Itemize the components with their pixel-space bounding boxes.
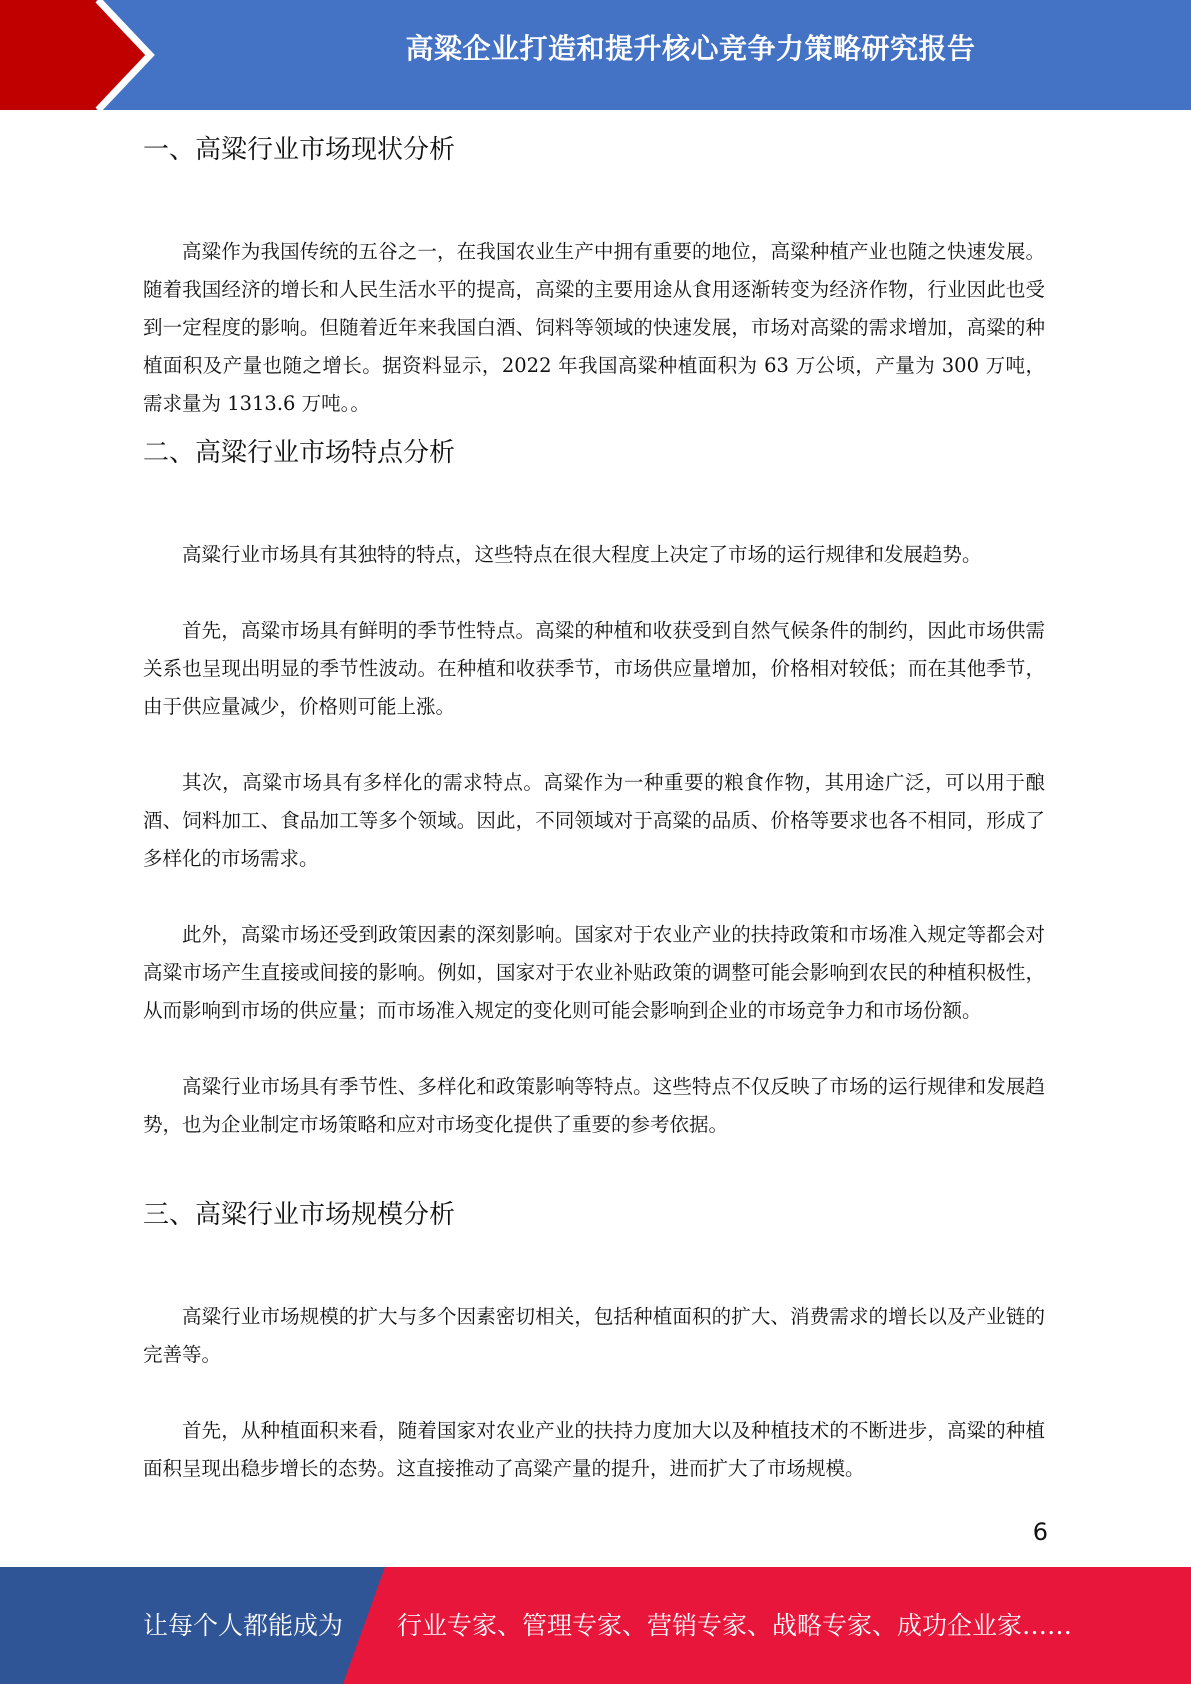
paragraph: 高粱行业市场具有季节性、多样化和政策影响等特点。这些特点不仅反映了市场的运行规律和发展趋势，也为企业制定市场策略和应对市场变化提供了重要的参考依据。: [143, 1075, 1045, 1136]
main-content: [143, 120, 1045, 1488]
section-heading-3: 三、高粱行业市场规模分析: [143, 1200, 456, 1230]
document-title: 高粱企业打造和提升核心竞争力策略研究报告: [405, 32, 976, 65]
section-heading-2: 二、高粱行业市场特点分析: [143, 438, 456, 468]
paragraph: 首先，高粱市场具有鲜明的季节性特点。高粱的种植和收获受到自然气候条件的制约，因此市场供需关系也呈现出明显的季节性波动。在种植和收获季节，市场供应量增加，价格相对较低；而在其他季节，由于供应量减少，价格则可能上涨。: [143, 619, 1045, 718]
paragraph: 高粱行业市场规模的扩大与多个因素密切相关，包括种植面积的扩大、消费需求的增长以及产业链的完善等。: [143, 1305, 1045, 1366]
footer-slogan-right: 行业专家、管理专家、营销专家、战略专家、成功企业家……: [397, 1611, 1073, 1640]
footer-slogan-left: 让每个人都能成为: [143, 1611, 344, 1640]
header-banner: [0, 0, 1191, 112]
page-number: 6: [1032, 1518, 1048, 1546]
paragraph: 其次，高粱市场具有多样化的需求特点。高粱作为一种重要的粮食作物，其用途广泛，可以用于酿酒、饲料加工、食品加工等多个领域。因此，不同领域对于高粱的品质、价格等要求也各不相同，形成了多样化的市场需求。: [143, 771, 1045, 870]
section-heading-1: 一、高粱行业市场现状分析: [143, 135, 456, 165]
paragraph: 此外，高粱市场还受到政策因素的深刻影响。国家对于农业产业的扶持政策和市场准入规定等都会对高粱市场产生直接或间接的影响。例如，国家对于农业补贴政策的调整可能会影响到农民的种植积极性，从而影响到市场的供应量；而市场准入规定的变化则可能会影响到企业的市场竞争力和市场份额。: [143, 923, 1045, 1022]
footer-banner: [0, 1567, 1191, 1684]
paragraph: 首先，从种植面积来看，随着国家对农业产业的扶持力度加大以及种植技术的不断进步，高粱的种植面积呈现出稳步增长的态势。这直接推动了高粱产量的提升，进而扩大了市场规模。: [143, 1419, 1045, 1480]
paragraph: 高粱行业市场具有其独特的特点，这些特点在很大程度上决定了市场的运行规律和发展趋势。: [182, 543, 982, 566]
paragraph: 高粱作为我国传统的五谷之一，在我国农业生产中拥有重要的地位，高粱种植产业也随之快速发展。随着我国经济的增长和人民生活水平的提高，高粱的主要用途从食用逐渐转变为经济作物，行业因此也受到一定程度的影响。但随着近年来我国白酒、饲料等领域的快速发展，市场对高粱的需求增加，高粱的种植面积及产量也随之增长。据资料显示，2022 年我国高粱种植面积为 63 万公顷，产量为 300 万吨，需求量为 1313.6 万吨。。: [143, 240, 1045, 415]
